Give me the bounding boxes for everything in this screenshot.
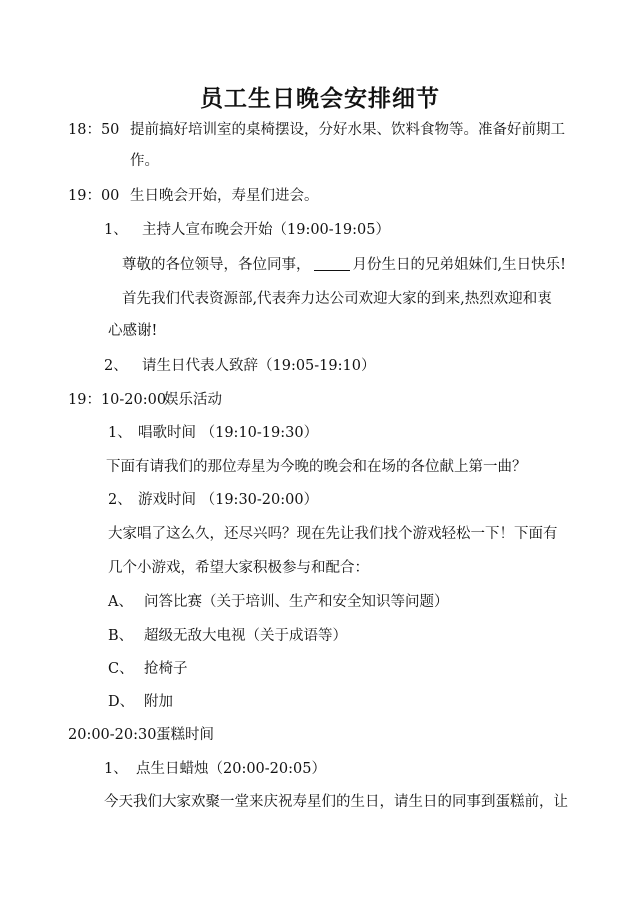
game-letter-b: B、 — [108, 628, 134, 644]
game-item-d — [108, 692, 173, 712]
s1-text-2: 作。 — [130, 153, 159, 169]
game-text-a: 问答比赛（关于培训、生产和安全知识等问题） — [144, 594, 449, 610]
game-text-b: 超级无敌大电视（关于成语等） — [144, 628, 347, 644]
s1-time: 18：50 — [68, 122, 120, 138]
game-text-c: 抢椅子 — [144, 661, 188, 677]
s4-item-1 — [104, 759, 326, 779]
s3-item-2-text: 游戏时间 （19:30-20:00） — [138, 492, 319, 508]
s4-text: 蛋糕时间 — [156, 727, 214, 743]
speech-line-1-b: 月份生日的兄弟姐妹们,生日快乐! — [352, 257, 566, 273]
game-text-d: 附加 — [144, 694, 173, 710]
s2-item-2-num: 2、 — [104, 358, 128, 374]
s2-item-1-text: 主持人宣布晚会开始（19:00-19:05） — [142, 222, 390, 238]
s3-item-2 — [108, 490, 318, 510]
speech-line-1-a: 尊敬的各位领导，各位同事， — [122, 257, 311, 273]
speech-line-3: 心感谢! — [108, 323, 158, 339]
s2-text: 生日晚会开始，寿星们进会。 — [130, 188, 319, 204]
s4-time: 20:00-20:30 — [68, 727, 157, 743]
game-item-b — [108, 626, 347, 646]
s2-item-2 — [104, 356, 375, 376]
game-item-a — [108, 592, 449, 612]
game-letter-d: D、 — [108, 694, 135, 710]
game-letter-c: C、 — [108, 661, 134, 677]
s3-line — [68, 390, 222, 410]
s2-item-1 — [104, 220, 390, 240]
s4-item-1-num: 1、 — [104, 761, 128, 777]
document-title: 员工生日晚会安排细节 — [200, 85, 440, 112]
s3-item-1-desc: 下面有请我们的那位寿星为今晚的晚会和在场的各位献上第一曲？ — [106, 459, 527, 475]
s3-item-1-num: 1、 — [108, 425, 132, 441]
blank-underline — [314, 256, 350, 271]
s4-item-1-text: 点生日蜡烛（20:00-20:05） — [136, 761, 326, 777]
s3-text: 娱乐活动 — [164, 392, 222, 408]
s3-item-2-desc-1: 大家唱了这么久，还尽兴吗？现在先让我们找个游戏轻松一下！下面有 — [108, 526, 558, 542]
s2-item-2-text: 请生日代表人致辞（19:05-19:10） — [142, 358, 376, 374]
s3-item-1-text: 唱歌时间 （19:10-19:30） — [138, 425, 319, 441]
speech-line-2: 首先我们代表资源部,代表奔力达公司欢迎大家的到来,热烈欢迎和衷 — [122, 291, 552, 307]
s3-item-2-desc-2: 几个小游戏，希望大家积极参与和配合： — [108, 560, 369, 576]
s2-line — [68, 186, 319, 206]
s4-line — [68, 725, 214, 745]
s3-item-1 — [108, 423, 318, 443]
game-item-c — [108, 659, 188, 679]
s1-text-1: 提前搞好培训室的桌椅摆设，分好水果、饮料食物等。准备好前期工 — [130, 122, 565, 138]
s3-item-2-num: 2、 — [108, 492, 132, 508]
s2-item-1-num: 1、 — [104, 222, 128, 238]
s2-time: 19：00 — [68, 188, 120, 204]
s3-time: 19：10-20:00 — [68, 392, 167, 408]
game-letter-a: A、 — [108, 594, 133, 610]
s4-desc: 今天我们大家欢聚一堂来庆祝寿星们的生日，请生日的同事到蛋糕前，让 — [104, 794, 568, 810]
s1-line — [68, 120, 565, 140]
speech-line-1 — [122, 255, 566, 275]
